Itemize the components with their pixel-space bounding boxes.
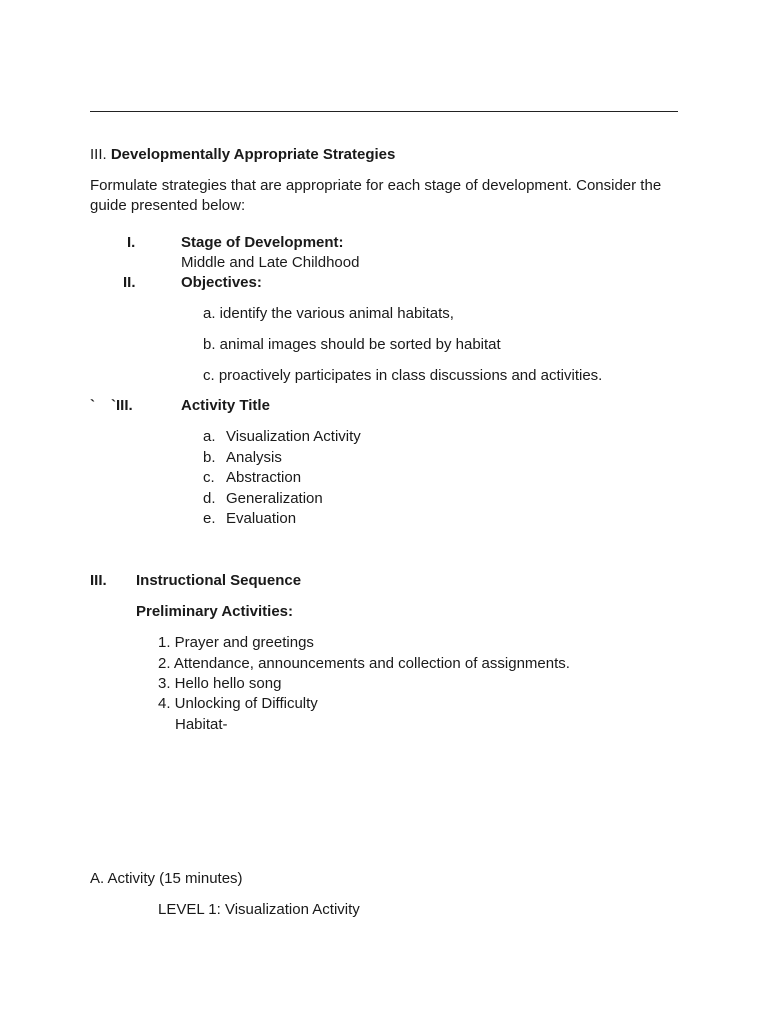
instructional-title: Instructional Sequence [136, 572, 302, 589]
step-item: 3. Hello hello song [158, 675, 282, 692]
activity-heading: A. Activity (15 minutes) [90, 870, 243, 887]
activity-letter: a. [203, 428, 216, 445]
objective-item: a. identify the various animal habitats, [203, 305, 454, 322]
item2-label: Objectives: [181, 274, 262, 291]
item1-value: Middle and Late Childhood [181, 254, 360, 271]
activity-item: Abstraction [226, 469, 302, 486]
habitat-note: Habitat- [175, 716, 228, 733]
step-item: 4. Unlocking of Difficulty [158, 695, 318, 712]
level-heading: LEVEL 1: Visualization Activity [158, 901, 360, 918]
activity-letter: c. [203, 469, 215, 486]
preliminary-heading: Preliminary Activities: [136, 603, 294, 620]
objective-item: b. animal images should be sorted by habitat [203, 336, 501, 353]
activity-item: Generalization [226, 490, 323, 507]
step-item: 2. Attendance, announcements and collection of assignments. [158, 655, 570, 672]
item3-numeral: `III. [111, 397, 133, 414]
section-intro: Formulate strategies that are appropriate for each stage of development. Consider the guide presented below: [90, 177, 662, 214]
item3-label: Activity Title [181, 397, 270, 414]
section-heading [90, 145, 395, 165]
instructional-numeral: III. [90, 572, 107, 589]
section-title: Developmentally Appropriate Strategies [110, 146, 396, 163]
step-item: 1. Prayer and greetings [158, 634, 314, 651]
activity-letter: e. [203, 510, 216, 527]
horizontal-rule [90, 111, 678, 112]
activity-item: Visualization Activity [226, 428, 361, 445]
activity-item: Evaluation [226, 510, 297, 527]
item1-numeral: I. [127, 234, 136, 251]
objective-item: c. proactively participates in class discussions and activities. [203, 367, 603, 384]
item3-backtick: ` [90, 397, 95, 414]
activity-letter: d. [203, 490, 216, 507]
item1-label: Stage of Development: [181, 234, 344, 251]
item2-numeral: II. [123, 274, 136, 291]
section-numeral: III. [90, 146, 107, 163]
activity-item: Analysis [226, 449, 282, 466]
activity-letter: b. [203, 449, 216, 466]
